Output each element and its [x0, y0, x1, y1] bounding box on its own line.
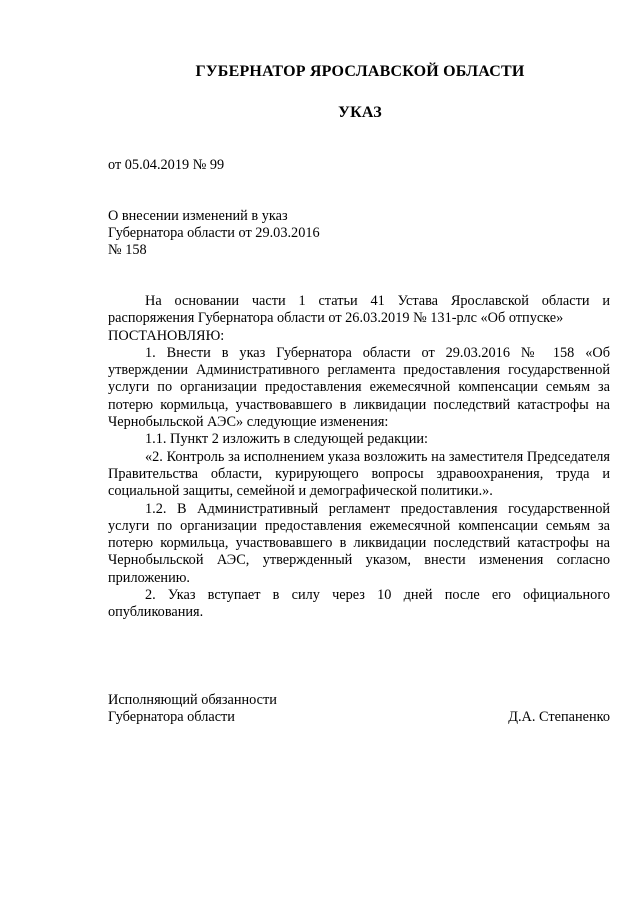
body-paragraph-1: 1. Внести в указ Губернатора области от 29.03.2016 № 158 «Об утверждении Административного регламента предоставления государственной услуги по организации предоставления ежемесячной компенсации семьям за потерю кормильца, участвовавшего в ликвидации последствий катастрофы на Чернобыльской АЭС» следующие изменения:	[108, 344, 610, 431]
subject-line-1: О внесении изменений в указ	[108, 208, 288, 224]
subject-line-2: Губернатора области от 29.03.2016	[108, 225, 320, 241]
body-paragraph-1-1: 1.1. Пункт 2 изложить в следующей редакции:	[145, 431, 428, 448]
body-paragraph-quote: «2. Контроль за исполнением указа возложить на заместителя Председателя Правительства области, курирующего вопросы здравоохранения, труда и социальной защиты, семейной и демографической политики.».	[108, 448, 610, 500]
date-number: от 05.04.2019 № 99	[108, 157, 225, 173]
signature-position-line-2: Губернатора области	[108, 709, 235, 725]
document-header: ГУБЕРНАТОР ЯРОСЛАВСКОЙ ОБЛАСТИ	[195, 63, 525, 80]
body-paragraph-basis: На основании части 1 статьи 41 Устава Ярославской области и распоряжения Губернатора области от 26.03.2019 № 131-рлс «Об отпуске»	[108, 293, 610, 327]
subject-line-3: № 158	[108, 242, 147, 258]
signature-name: Д.А. Степаненко	[508, 709, 610, 725]
body-paragraph-2: 2. Указ вступает в силу через 10 дней после его официального опубликования.	[108, 587, 610, 621]
signature-position-line-1: Исполняющий обязанности	[108, 692, 277, 708]
document-body	[108, 293, 610, 622]
body-decree-word: ПОСТАНОВЛЯЮ:	[108, 327, 225, 344]
body-paragraph-1-2: 1.2. В Административный регламент предоставления государственной услуги по организации предоставления ежемесячной компенсации семьям за потерю кормильца, участвовавшего в ликвидации последствий катастрофы на Чернобыльской АЭС, утвержденный указом, внести изменения согласно приложению.	[108, 500, 610, 586]
document-type: УКАЗ	[338, 104, 382, 121]
